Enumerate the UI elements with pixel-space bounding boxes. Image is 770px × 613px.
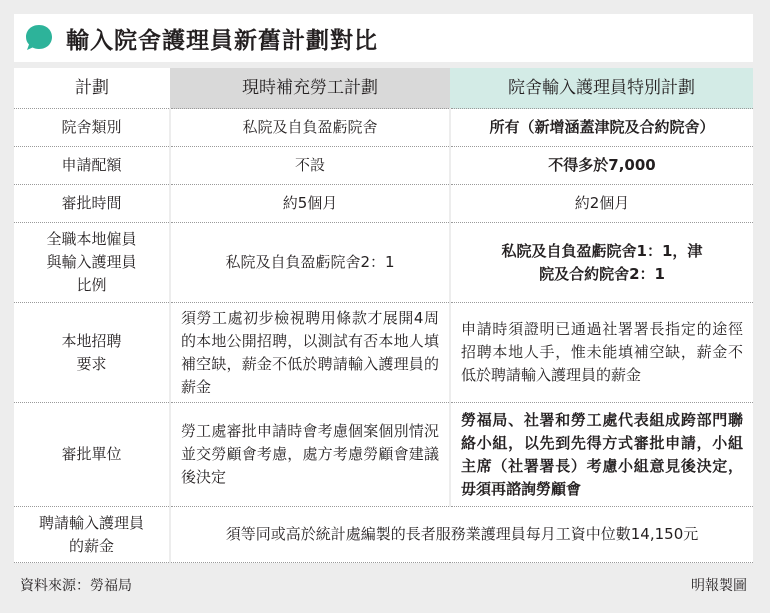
- old-value: 約5個月: [170, 185, 450, 223]
- new-value: 所有（新增涵蓋津院及合約院舍）: [450, 109, 753, 147]
- old-value: 勞工處審批申請時會考慮個案個別情況並交勞顧會考慮，處方考慮勞顧會建議後決定: [170, 403, 450, 507]
- row-label: [14, 223, 170, 303]
- row-label-text: 聘請輸入護理員的薪金: [38, 513, 144, 555]
- row-label: [14, 303, 170, 403]
- row-label-text: 本地招聘要求: [61, 331, 122, 373]
- new-value: 申請時須證明已通過社署署長指定的途徑招聘本地人手，惟未能填補空缺，薪金不低於聘請輸入護理員的薪金: [450, 303, 753, 403]
- header-current-scheme: 現時補充勞工計劃: [170, 68, 450, 109]
- old-value: 私院及自負盈虧院舍2：1: [170, 223, 450, 303]
- table-row: [14, 185, 753, 223]
- row-label-text: 全職本地僱員與輸入護理員比例: [46, 230, 137, 294]
- new-value: 約2個月: [450, 185, 753, 223]
- table-header-row: [14, 68, 753, 109]
- new-value-text: 私院及自負盈虧院舍1：1，津院及合約院舍2：1: [501, 241, 703, 283]
- merged-value: 須等同或高於統計處編製的長者服務業護理員每月工資中位數14,150元: [170, 507, 753, 563]
- source-note: 資料來源：勞福局: [20, 578, 132, 594]
- page-title: 輸入院舍護理員新舊計劃對比: [66, 27, 378, 54]
- row-label: 申請配額: [14, 147, 170, 185]
- new-value: 勞福局、社署和勞工處代表組成跨部門聯絡小組，以先到先得方式審批申請，小組主席（社署署長）考慮小組意見後決定，毋須再諮詢勞顧會: [450, 403, 753, 507]
- header-special-scheme: 院舍輸入護理員特別計劃: [450, 68, 753, 109]
- old-value: 須勞工處初步檢視聘用條款才展開4周的本地公開招聘，以測試有否本地人填補空缺，薪金不低於聘請輸入護理員的薪金: [170, 303, 450, 403]
- row-label: 審批單位: [14, 403, 170, 507]
- header-plan: 計劃: [14, 68, 170, 109]
- row-label: [14, 507, 170, 563]
- old-value: 私院及自負盈虧院舍: [170, 109, 450, 147]
- table-row: [14, 403, 753, 507]
- table-row: [14, 147, 753, 185]
- credit: 明報製圖: [691, 578, 747, 594]
- comparison-table: [14, 68, 753, 563]
- new-value: [450, 223, 753, 303]
- title-bar: [14, 14, 753, 62]
- row-label: 院舍類別: [14, 109, 170, 147]
- footer: [14, 571, 753, 599]
- table-row: [14, 223, 753, 303]
- table-row: [14, 303, 753, 403]
- old-value: 不設: [170, 147, 450, 185]
- new-value: 不得多於7,000: [450, 147, 753, 185]
- table-row: [14, 109, 753, 147]
- speech-bubble-icon: [24, 23, 54, 53]
- table-row: [14, 507, 753, 563]
- row-label: 審批時間: [14, 185, 170, 223]
